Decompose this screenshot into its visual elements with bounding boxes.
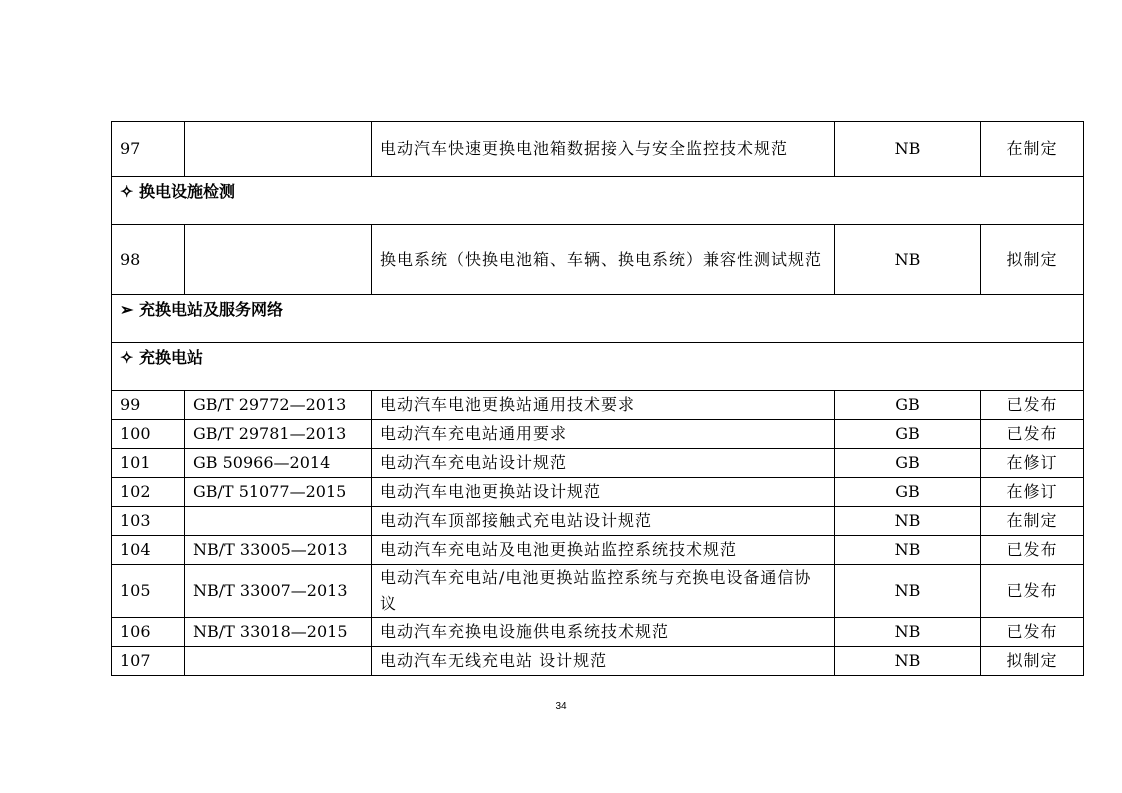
standard-code: NB/T 33018—2015 — [185, 618, 372, 647]
row-number: 105 — [112, 565, 185, 618]
table-row — [112, 507, 1084, 536]
standard-code: NB/T 33005—2013 — [185, 536, 372, 565]
standard-name: 电动汽车充电站/电池更换站监控系统与充换电设备通信协议 — [372, 565, 835, 618]
standard-status: 已发布 — [981, 565, 1084, 618]
standard-name: 换电系统（快换电池箱、车辆、换电系统）兼容性测试规范 — [372, 225, 835, 295]
row-number: 98 — [112, 225, 185, 295]
standard-type: GB — [835, 478, 981, 507]
standard-status: 拟制定 — [981, 225, 1084, 295]
standard-name: 电动汽车电池更换站设计规范 — [372, 478, 835, 507]
standard-name: 电动汽车快速更换电池箱数据接入与安全监控技术规范 — [372, 122, 835, 177]
standard-status: 在修订 — [981, 478, 1084, 507]
standard-code: GB/T 29781—2013 — [185, 420, 372, 449]
standard-status: 已发布 — [981, 618, 1084, 647]
section-heading-stations: ✧ 充换电站 — [112, 343, 1084, 391]
standard-status: 已发布 — [981, 391, 1084, 420]
standard-code — [185, 122, 372, 177]
section-row — [112, 343, 1084, 391]
section-row — [112, 295, 1084, 343]
table-row — [112, 618, 1084, 647]
standard-status: 已发布 — [981, 420, 1084, 449]
standard-code: NB/T 33007—2013 — [185, 565, 372, 618]
standard-name: 电动汽车充电站及电池更换站监控系统技术规范 — [372, 536, 835, 565]
section-row — [112, 177, 1084, 225]
standard-name: 电动汽车充换电设施供电系统技术规范 — [372, 618, 835, 647]
standard-type: GB — [835, 420, 981, 449]
table-row — [112, 478, 1084, 507]
row-number: 106 — [112, 618, 185, 647]
standards-table — [111, 121, 1084, 676]
row-number: 102 — [112, 478, 185, 507]
row-number: 104 — [112, 536, 185, 565]
standard-type: NB — [835, 225, 981, 295]
standard-type: NB — [835, 122, 981, 177]
standard-code: GB 50966—2014 — [185, 449, 372, 478]
standard-code — [185, 647, 372, 676]
standard-name: 电动汽车充电站设计规范 — [372, 449, 835, 478]
row-number: 103 — [112, 507, 185, 536]
standard-type: NB — [835, 565, 981, 618]
standard-status: 在修订 — [981, 449, 1084, 478]
standard-name: 电动汽车充电站通用要求 — [372, 420, 835, 449]
standard-code: GB/T 51077—2015 — [185, 478, 372, 507]
page-number: 34 — [555, 701, 567, 712]
standard-name: 电动汽车顶部接触式充电站设计规范 — [372, 507, 835, 536]
table-row — [112, 391, 1084, 420]
table-row — [112, 122, 1084, 177]
standard-code — [185, 507, 372, 536]
row-number: 100 — [112, 420, 185, 449]
row-number: 107 — [112, 647, 185, 676]
standard-status: 在制定 — [981, 507, 1084, 536]
standard-type: GB — [835, 391, 981, 420]
table-row — [112, 536, 1084, 565]
standard-status: 拟制定 — [981, 647, 1084, 676]
section-heading-swap-testing: ✧ 换电设施检测 — [112, 177, 1084, 225]
row-number: 97 — [112, 122, 185, 177]
row-number: 99 — [112, 391, 185, 420]
table-row — [112, 647, 1084, 676]
standard-code: GB/T 29772—2013 — [185, 391, 372, 420]
standard-status: 已发布 — [981, 536, 1084, 565]
standard-name: 电动汽车电池更换站通用技术要求 — [372, 391, 835, 420]
standard-name: 电动汽车无线充电站 设计规范 — [372, 647, 835, 676]
table-row — [112, 225, 1084, 295]
table-row — [112, 449, 1084, 478]
standard-type: NB — [835, 507, 981, 536]
standard-type: NB — [835, 618, 981, 647]
standard-type: NB — [835, 647, 981, 676]
standard-status: 在制定 — [981, 122, 1084, 177]
section-heading-stations-network: ➢ 充换电站及服务网络 — [112, 295, 1084, 343]
table-row — [112, 420, 1084, 449]
standard-code — [185, 225, 372, 295]
table-row — [112, 565, 1084, 618]
standard-type: NB — [835, 536, 981, 565]
standard-type: GB — [835, 449, 981, 478]
row-number: 101 — [112, 449, 185, 478]
